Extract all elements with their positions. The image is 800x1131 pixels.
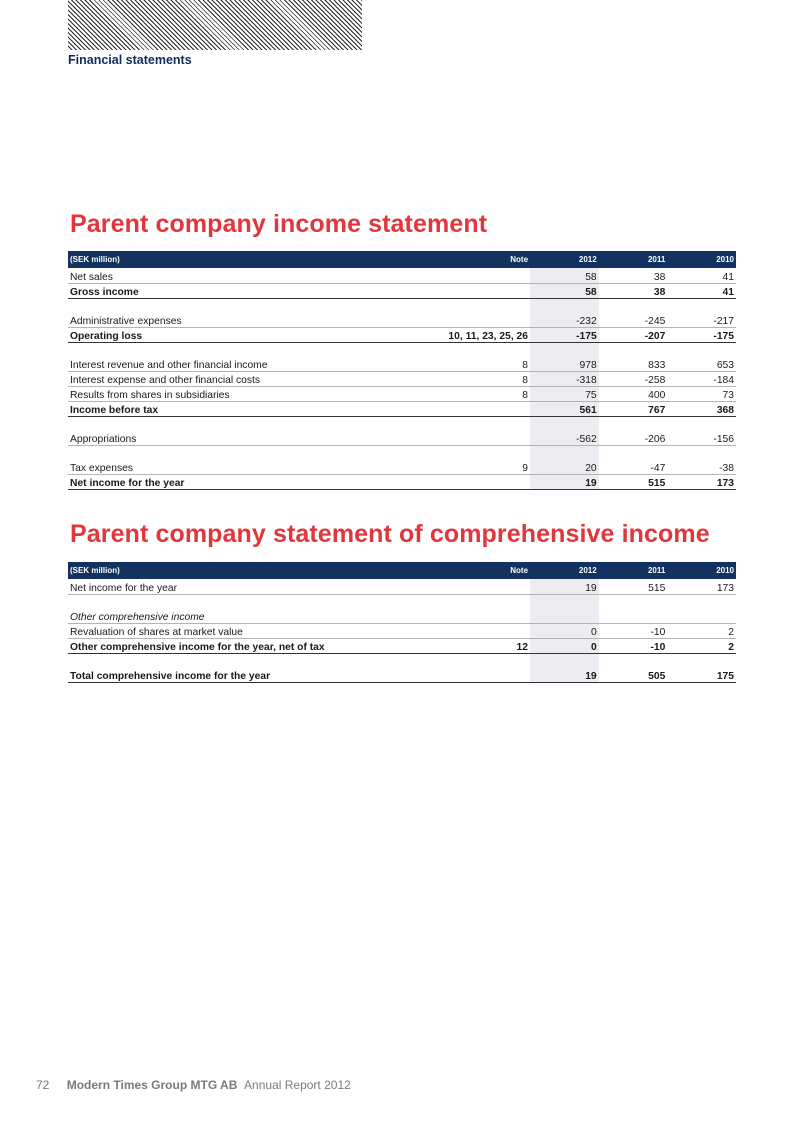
table-header-row — [68, 251, 736, 268]
spacer-cell — [530, 653, 599, 667]
value-2011: 767 — [599, 401, 668, 416]
table-row — [68, 623, 736, 638]
table-row — [68, 283, 736, 298]
row-label: Net income for the year — [68, 474, 430, 489]
value-2012: 58 — [530, 283, 599, 298]
row-note — [430, 312, 530, 327]
spacer-cell — [530, 342, 599, 356]
value-2012: 978 — [530, 356, 599, 371]
row-note: 8 — [430, 386, 530, 401]
row-note: 8 — [430, 356, 530, 371]
table-row — [68, 312, 736, 327]
column-header-note: Note — [510, 566, 529, 575]
table-row — [68, 459, 736, 474]
value-2011: -207 — [599, 327, 668, 342]
spacer-cell — [599, 445, 668, 459]
table-row — [68, 608, 736, 623]
page-footer — [36, 1078, 351, 1092]
value-2011: 515 — [599, 579, 668, 594]
spacer-cell — [667, 416, 736, 430]
value-2010: 173 — [667, 579, 736, 594]
value-2010: 73 — [667, 386, 736, 401]
spacer-cell — [68, 445, 430, 459]
footer-company: Modern Times Group MTG AB — [66, 1078, 238, 1092]
row-note: 12 — [430, 638, 530, 653]
row-label: Results from shares in subsidiaries — [68, 386, 430, 401]
spacer-cell — [667, 342, 736, 356]
value-2012: 58 — [530, 268, 599, 283]
spacer-cell — [667, 445, 736, 459]
value-2010: 653 — [667, 356, 736, 371]
table-row — [68, 638, 736, 653]
table-row — [68, 371, 736, 386]
spacer-cell — [667, 594, 736, 608]
row-label: Net income for the year — [68, 579, 430, 594]
spacer-cell — [430, 298, 530, 312]
spacer-cell — [68, 416, 430, 430]
value-2011: 515 — [599, 474, 668, 489]
table-row — [68, 430, 736, 445]
comprehensive-income-table — [68, 562, 736, 683]
income-statement-table — [68, 251, 736, 490]
spacer-row — [68, 416, 736, 430]
column-header-2010: 2010 — [716, 566, 734, 575]
value-2010: -184 — [667, 371, 736, 386]
value-2012: -175 — [530, 327, 599, 342]
spacer-cell — [599, 298, 668, 312]
value-2012: 19 — [530, 579, 599, 594]
section-label: Financial statements — [68, 53, 192, 67]
row-label: Net sales — [68, 268, 430, 283]
value-2012: 19 — [530, 667, 599, 682]
table-row — [68, 386, 736, 401]
row-note — [430, 667, 530, 682]
value-2012: -318 — [530, 371, 599, 386]
row-label: Total comprehensive income for the year — [68, 667, 430, 682]
column-header-2012: 2012 — [578, 255, 597, 264]
value-2010 — [667, 608, 736, 623]
column-header-2012: 2012 — [578, 566, 597, 575]
row-label: Tax expenses — [68, 459, 430, 474]
spacer-cell — [530, 445, 599, 459]
value-2010: 41 — [667, 268, 736, 283]
value-2010: 368 — [667, 401, 736, 416]
value-2010: -217 — [667, 312, 736, 327]
value-2012: 19 — [530, 474, 599, 489]
row-label: Administrative expenses — [68, 312, 430, 327]
row-note: 10, 11, 23, 25, 26 — [430, 327, 530, 342]
value-2011: -10 — [599, 623, 668, 638]
value-2010: -38 — [667, 459, 736, 474]
value-2011: -245 — [599, 312, 668, 327]
value-2011 — [599, 608, 668, 623]
value-2011: 505 — [599, 667, 668, 682]
row-label: Operating loss — [68, 327, 430, 342]
row-label: Other comprehensive income — [68, 608, 430, 623]
value-2010: 175 — [667, 667, 736, 682]
value-2011: 400 — [599, 386, 668, 401]
value-2012: -562 — [530, 430, 599, 445]
row-label: Gross income — [68, 283, 430, 298]
value-2012: 20 — [530, 459, 599, 474]
value-2010: -175 — [667, 327, 736, 342]
spacer-cell — [430, 416, 530, 430]
value-2011: 38 — [599, 283, 668, 298]
value-2012: 561 — [530, 401, 599, 416]
header-hatch-pattern — [68, 0, 362, 50]
value-2012: 0 — [530, 638, 599, 653]
row-label: Income before tax — [68, 401, 430, 416]
row-label: Appropriations — [68, 430, 430, 445]
spacer-cell — [68, 298, 430, 312]
spacer-cell — [68, 594, 430, 608]
table-header-row — [68, 562, 736, 579]
column-header-note: Note — [510, 255, 529, 264]
spacer-cell — [530, 298, 599, 312]
row-label: Other comprehensive income for the year, net of tax — [68, 638, 430, 653]
page-number: 72 — [36, 1078, 50, 1092]
spacer-cell — [599, 594, 668, 608]
row-note: 8 — [430, 371, 530, 386]
row-label: Revaluation of shares at market value — [68, 623, 430, 638]
spacer-cell — [430, 594, 530, 608]
spacer-row — [68, 594, 736, 608]
column-header-2011: 2011 — [647, 255, 666, 264]
value-2010: 2 — [667, 623, 736, 638]
value-2012: 75 — [530, 386, 599, 401]
spacer-cell — [599, 342, 668, 356]
spacer-cell — [599, 416, 668, 430]
footer-report: Annual Report 2012 — [244, 1078, 351, 1092]
row-note — [430, 608, 530, 623]
row-label: Interest expense and other financial costs — [68, 371, 430, 386]
spacer-row — [68, 342, 736, 356]
spacer-row — [68, 445, 736, 459]
value-2010: 2 — [667, 638, 736, 653]
value-2012 — [530, 608, 599, 623]
spacer-cell — [430, 445, 530, 459]
row-note — [430, 430, 530, 445]
value-2012: 0 — [530, 623, 599, 638]
table-row — [68, 474, 736, 489]
table-row — [68, 579, 736, 594]
spacer-cell — [530, 594, 599, 608]
row-note — [430, 268, 530, 283]
table-row — [68, 667, 736, 682]
row-note — [430, 579, 530, 594]
value-2012: -232 — [530, 312, 599, 327]
value-2011: -206 — [599, 430, 668, 445]
spacer-cell — [430, 342, 530, 356]
value-2011: -258 — [599, 371, 668, 386]
spacer-cell — [430, 653, 530, 667]
value-2010: 41 — [667, 283, 736, 298]
row-note — [430, 623, 530, 638]
spacer-cell — [667, 653, 736, 667]
row-note — [430, 401, 530, 416]
table-row — [68, 401, 736, 416]
spacer-cell — [667, 298, 736, 312]
value-2010: -156 — [667, 430, 736, 445]
spacer-cell — [68, 342, 430, 356]
value-2010: 173 — [667, 474, 736, 489]
row-note — [430, 474, 530, 489]
comprehensive-income-title: Parent company statement of comprehensive income — [70, 520, 710, 548]
row-note: 9 — [430, 459, 530, 474]
table-row — [68, 268, 736, 283]
column-header-label: (SEK million) — [70, 255, 120, 264]
income-statement-title: Parent company income statement — [70, 210, 488, 238]
spacer-cell — [530, 416, 599, 430]
value-2011: -47 — [599, 459, 668, 474]
row-label: Interest revenue and other financial income — [68, 356, 430, 371]
value-2011: 833 — [599, 356, 668, 371]
spacer-row — [68, 653, 736, 667]
spacer-cell — [68, 653, 430, 667]
spacer-row — [68, 298, 736, 312]
spacer-cell — [599, 653, 668, 667]
value-2011: -10 — [599, 638, 668, 653]
row-note — [430, 283, 530, 298]
table-row — [68, 356, 736, 371]
table-row — [68, 327, 736, 342]
column-header-2011: 2011 — [647, 566, 666, 575]
column-header-label: (SEK million) — [70, 566, 120, 575]
value-2011: 38 — [599, 268, 668, 283]
column-header-2010: 2010 — [716, 255, 734, 264]
